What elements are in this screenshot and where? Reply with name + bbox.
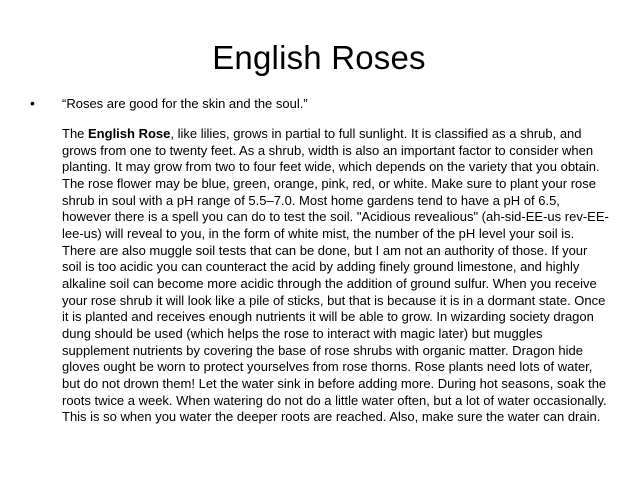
body-prefix: The bbox=[62, 126, 89, 141]
body-paragraph bbox=[62, 126, 610, 426]
bullet-marker: • bbox=[30, 95, 35, 111]
slide-title: English Roses bbox=[212, 39, 426, 76]
body-bold-term: English Rose bbox=[88, 126, 171, 141]
quote-text: “Roses are good for the skin and the soul.” bbox=[62, 96, 308, 111]
body-rest: , like lilies, grows in partial to full sunlight. It is classified as a shrub, and grows from one to twenty feet. As a shrub, width is also an important factor to consider when planting. It may grow from two to four feet wide, which depends on the variety that you obtain. The rose flower may be blue, green, orange, pink, red, or white. Make sure to plant your rose shrub in soul with a pH range of 5.5–7.0. Most home gardens tend to have a pH of 6.5, however there is a spell you can do to test the soil. "Acidious revealious" (ah-sid-EE-us rev-EE-lee-us) will reveal to you, in the form of white mist, the number of the pH level your soil is. There are also muggle soil tests that can be done, but I am not an authority of those. If your soil is too acidic you can counteract the acid by adding finely ground limestone, and highly alkaline soil can become more acidic through the addition of ground sulfur. When you receive your rose shrub it will look like a pile of sticks, but that is because it is in a dormant state. Once it is planted and receives enough nutrients it will be able to grow. In wizarding society dragon dung should be used (which helps the rose to interact with magic later) but muggles supplement nutrients by covering the base of rose shrubs with organic matter. Dragon hide gloves ought be worn to protect yourselves from rose thorns. Rose plants need lots of water, but do not drown them! Let the water sink in before adding more. During hot seasons, soak the roots twice a week. When watering do not do a little water often, but a lot of water occasionally. This is so when you water the deeper roots are reached. Also, make sure the water can drain. bbox=[62, 126, 609, 425]
